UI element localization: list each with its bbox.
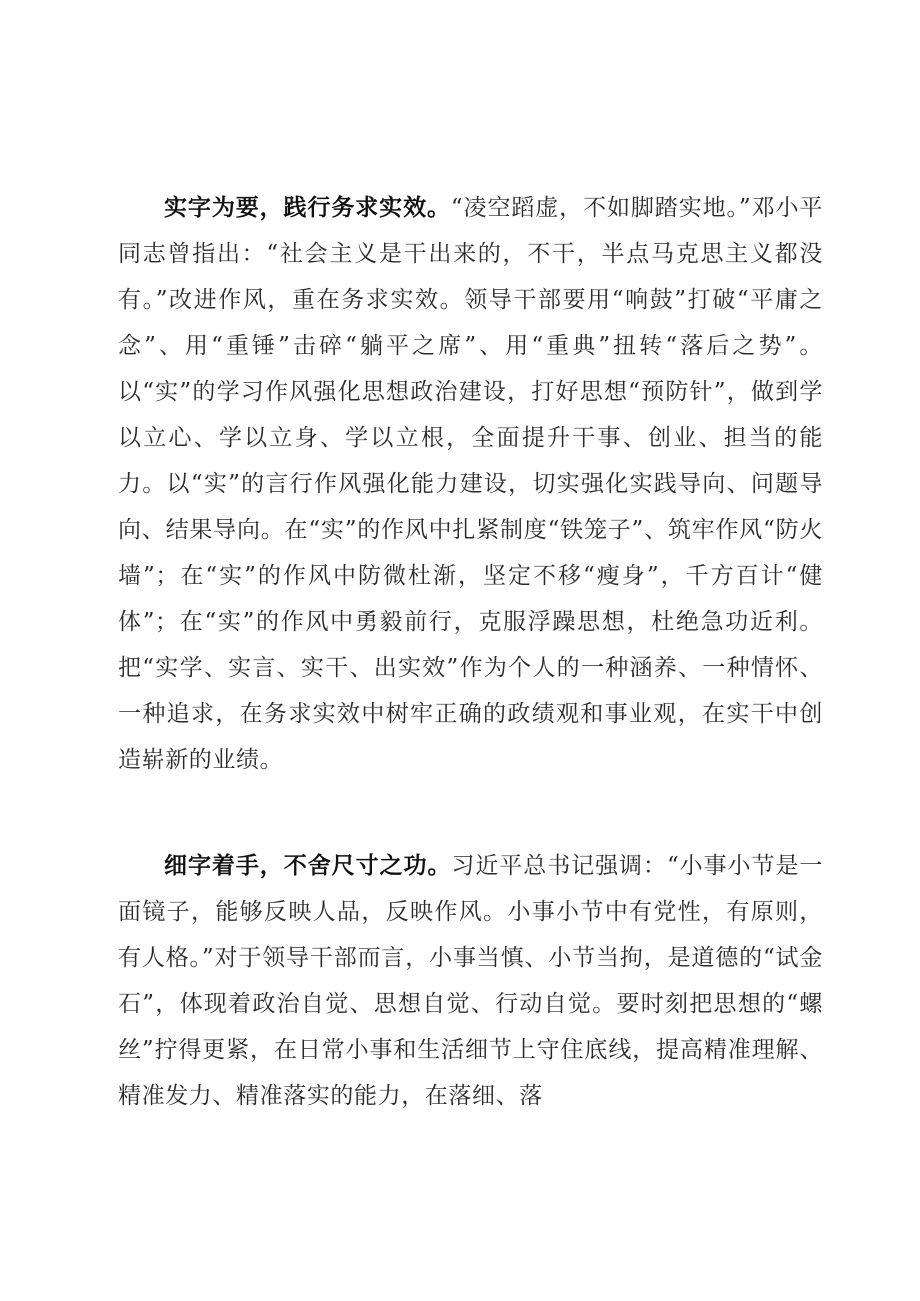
paragraph-body: 习近平总书记强调：“小事小节是一面镜子，能够反映人品，反映作风。小事小节中有党性，有原则，有人格。”对于领导干部而言，小事当慎、小节当拘，是道德的“试金石”，体现着政治自觉、思想自觉、行动自觉。要时刻把思想的“螺丝”拧得更紧，在日常小事和生活细节上守住底线，提高精准理解、精准发力、精准落实的能力，在落细、落 — [118, 853, 824, 1109]
paragraph-heading: 实字为要，践行务求实效。 — [164, 195, 451, 221]
paragraph-practical-effect — [118, 185, 823, 783]
paragraph-attention-to-detail — [118, 843, 823, 1119]
paragraph-heading: 细字着手，不舍尺寸之功。 — [164, 853, 452, 879]
paragraph-body: “凌空蹈虚，不如脚踏实地。”邓小平同志曾指出：“社会主义是干出来的，不干，半点马克思主义都没有。”改进作风，重在务求实效。领导干部要用“响鼓”打破“平庸之念”、用“重锤”击碎“躺平之席”、用“重典”扭转“落后之势”。以“实”的学习作风强化思想政治建设，打好思想“预防针”，做到学以立心、学以立身、学以立根，全面提升干事、创业、担当的能力。以“实”的言行作风强化能力建设，切实强化实践导向、问题导向、结果导向。在“实”的作风中扎紧制度“铁笼子”、筑牢作风“防火墙”；在“实”的作风中防微杜渐，坚定不移“瘦身”，千方百计“健体”；在“实”的作风中勇毅前行，克服浮躁思想，杜绝急功近利。把“实学、实言、实干、出实效”作为个人的一种涵养、一种情怀、一种追求，在务求实效中树牢正确的政绩观和事业观，在实干中创造崭新的业绩。 — [118, 195, 824, 773]
